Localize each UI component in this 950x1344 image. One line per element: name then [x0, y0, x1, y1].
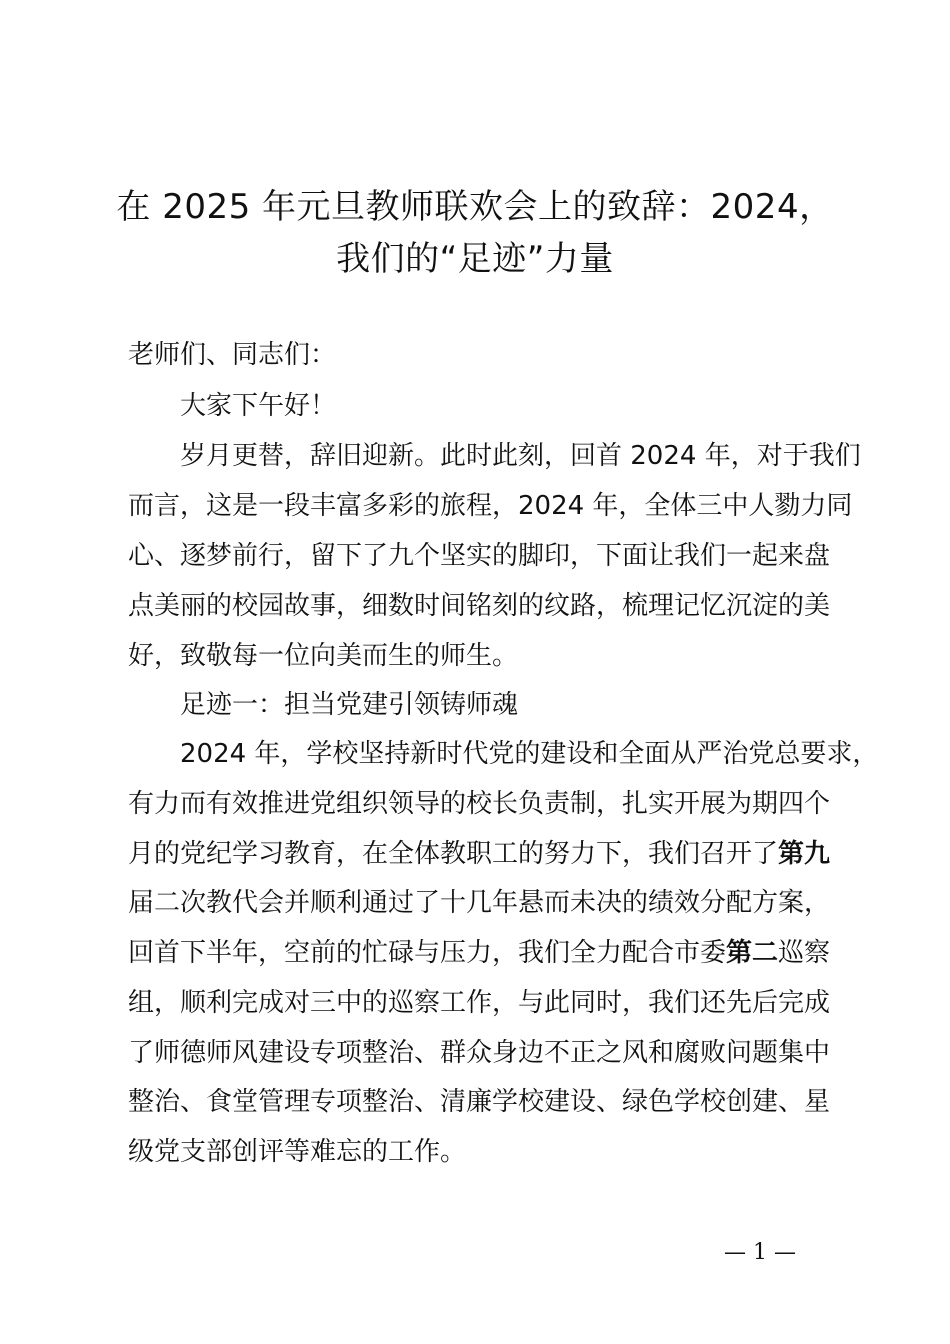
section-heading-1: 足迹一：担当党建引领铸师魂: [180, 690, 519, 720]
paragraph-2-line: 级党支部创评等难忘的工作。: [128, 1137, 467, 1167]
paragraph-2-text: 月的党纪学习教育，在全体教职工的努力下，我们召开了: [128, 839, 779, 869]
paragraph-2-line: 组，顺利完成对三中的巡察工作，与此同时，我们还先后完成: [128, 988, 831, 1018]
paragraph-2-line: [128, 936, 830, 970]
document-title-line-2: 我们的“足迹”力量: [336, 239, 614, 279]
document-title-line-1: 在 2025 年元旦教师联欢会上的致辞：2024，: [116, 187, 834, 227]
paragraph-2-text: 回首下半年，空前的忙碌与压力，我们全力配合市委: [128, 938, 727, 968]
paragraph-2-line: 2024 年，学校坚持新时代党的建设和全面从严治党总要求，: [180, 739, 879, 769]
bold-text: 第九: [778, 839, 831, 869]
paragraph-2-line: [128, 837, 830, 871]
bold-text: 第二: [726, 938, 779, 968]
paragraph-1-line: 岁月更替，辞旧迎新。此时此刻，回首 2024 年，对于我们: [180, 441, 861, 471]
greeting: 大家下午好！: [180, 391, 337, 421]
paragraph-2-line: 整治、食堂管理专项整治、清廉学校建设、绿色学校创建、星: [128, 1087, 831, 1117]
paragraph-1-line: 好，致敬每一位向美而生的师生。: [128, 641, 519, 671]
paragraph-1-line: 而言，这是一段丰富多彩的旅程，2024 年，全体三中人勠力同: [128, 491, 853, 521]
paragraph-2-line: 届二次教代会并顺利通过了十几年悬而未决的绩效分配方案，: [128, 888, 831, 918]
salutation: 老师们、同志们：: [128, 340, 337, 370]
paragraph-2-line: 了师德师风建设专项整治、群众身边不正之风和腐败问题集中: [128, 1038, 831, 1068]
paragraph-2-text: 巡察: [778, 938, 831, 968]
page-number: — 1 —: [724, 1240, 796, 1265]
paragraph-1-line: 点美丽的校园故事，细数时间铭刻的纹路，梳理记忆沉淀的美: [128, 591, 831, 621]
paragraph-1-line: 心、逐梦前行，留下了九个坚实的脚印，下面让我们一起来盘: [128, 541, 831, 571]
paragraph-2-line: 有力而有效推进党组织领导的校长负责制，扎实开展为期四个: [128, 789, 831, 819]
